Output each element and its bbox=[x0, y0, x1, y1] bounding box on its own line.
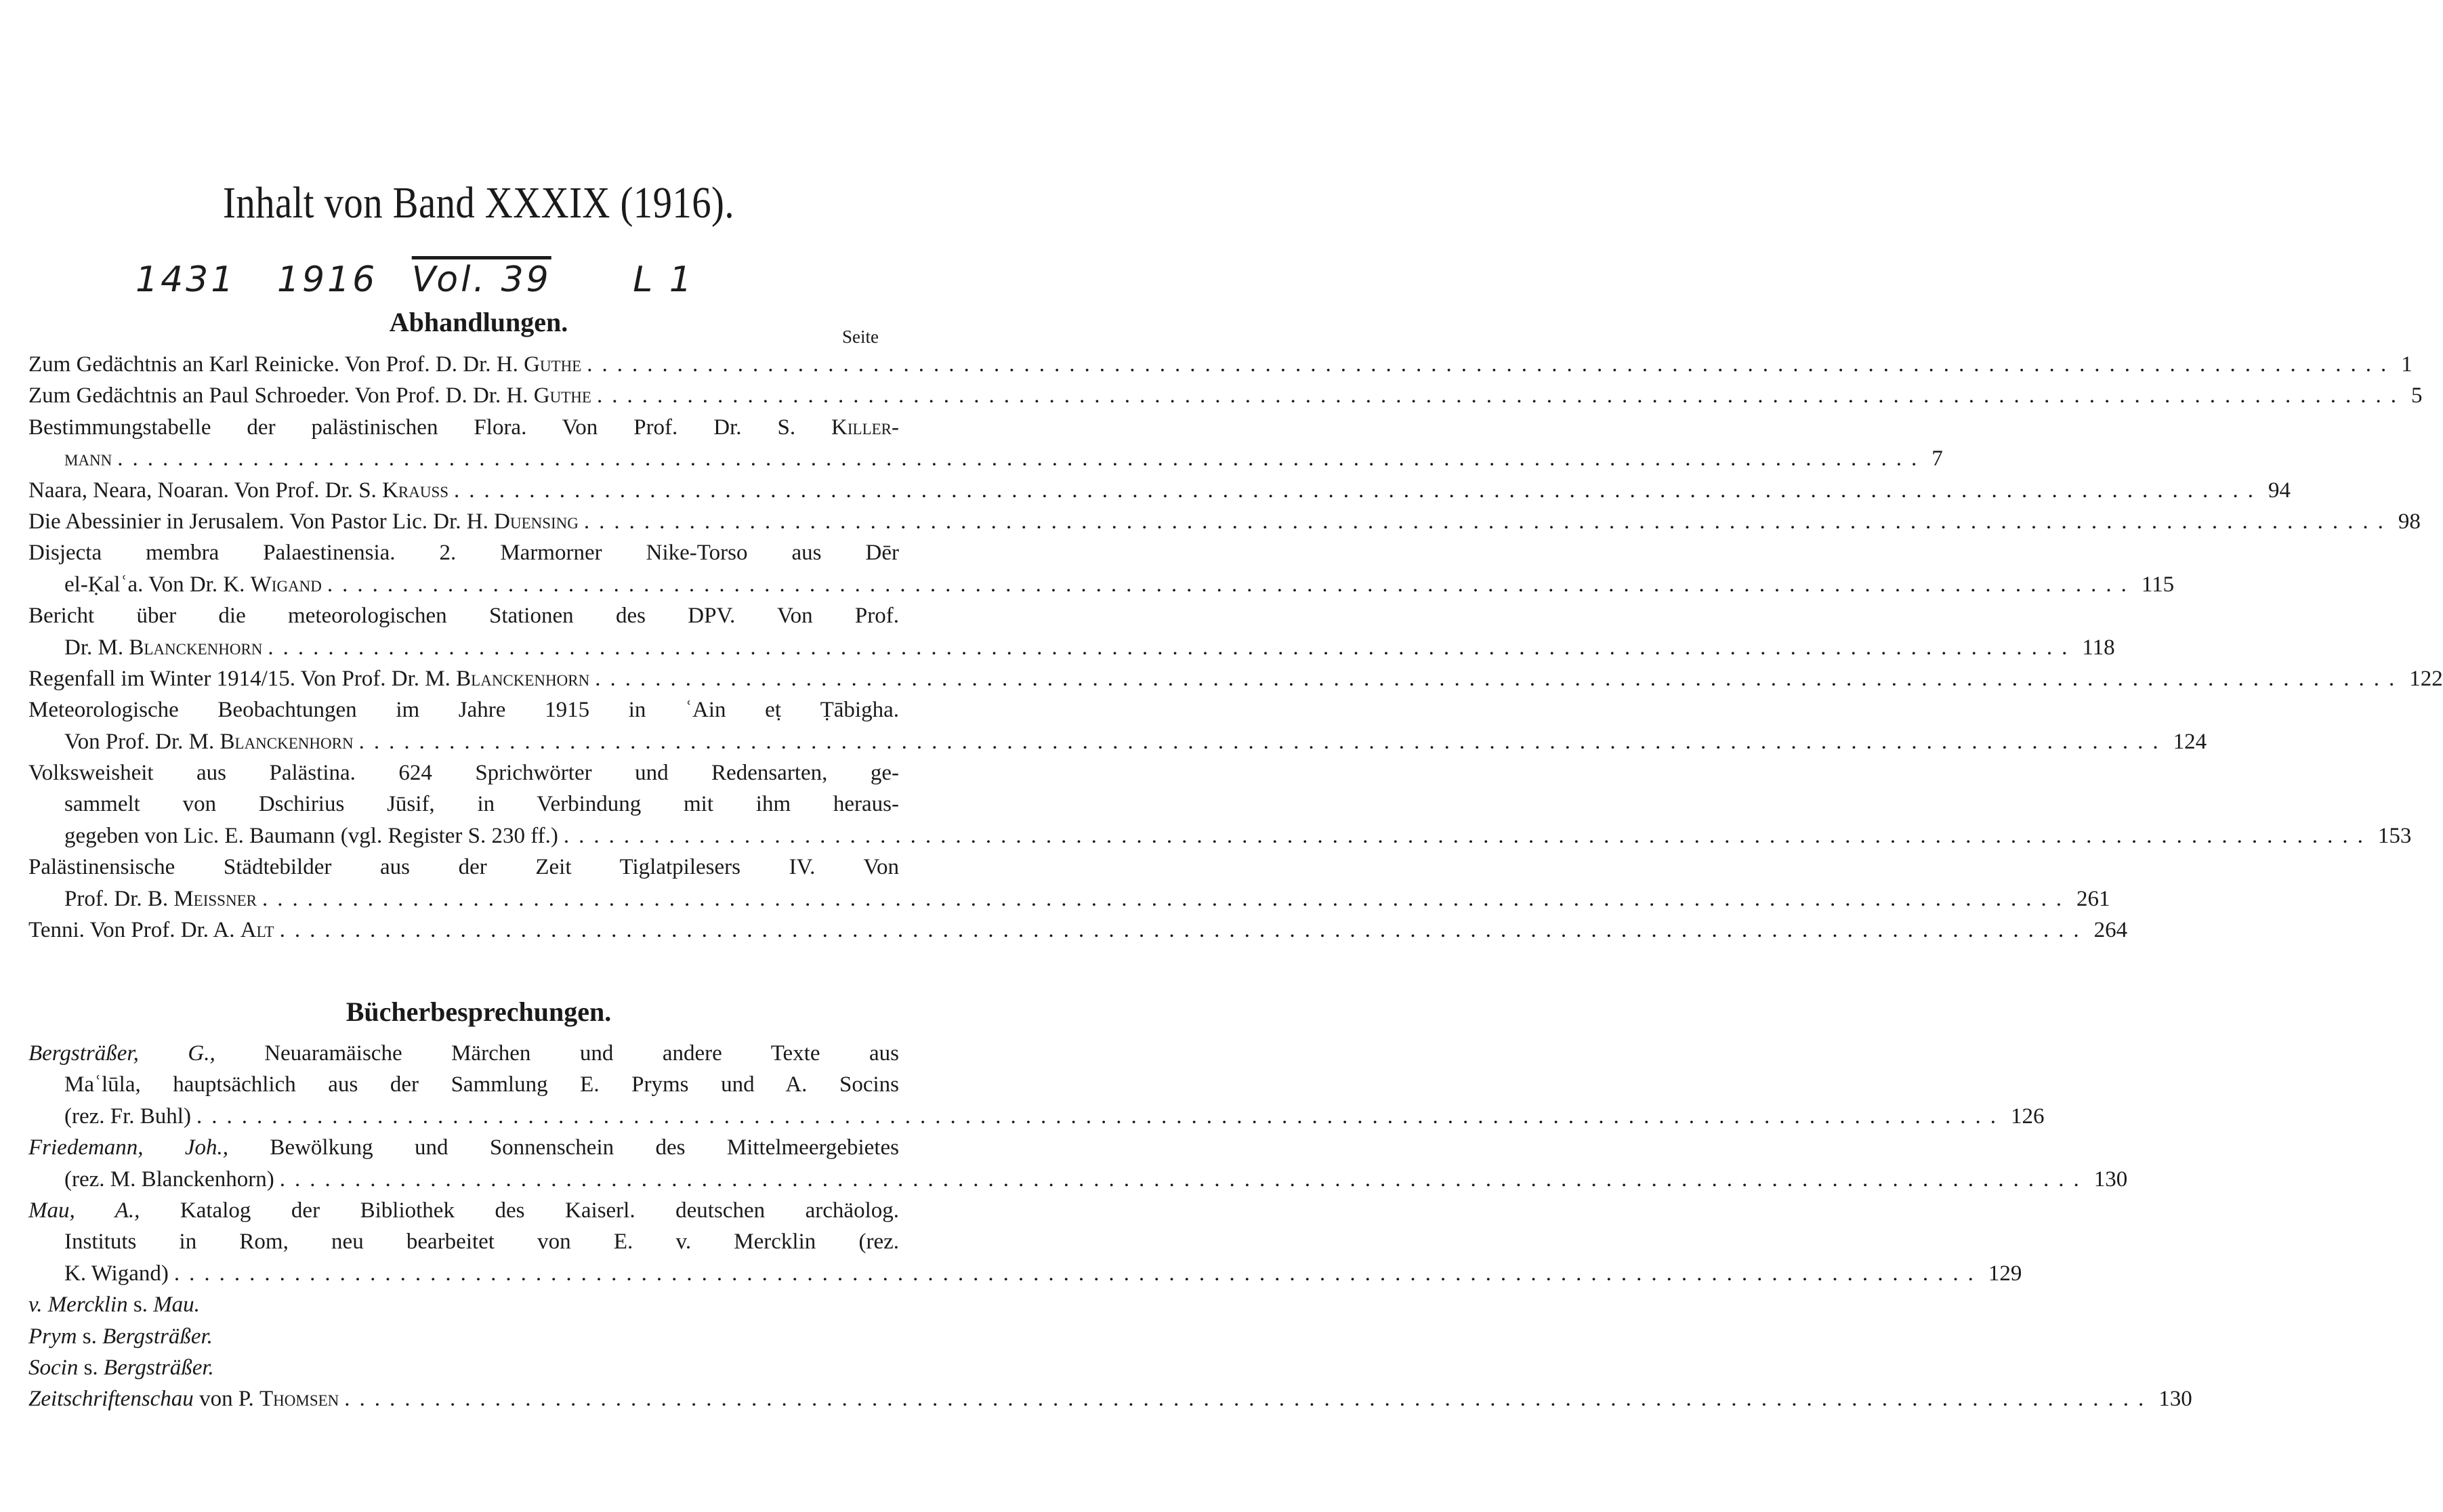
entry-title: Dr. M. bbox=[64, 635, 129, 660]
toc-line bbox=[28, 443, 1943, 474]
entry-title: Disjecta membra Palaestinensia. 2. Marmorner Nike-Torso aus Dēr bbox=[28, 541, 899, 566]
page-number: 98 bbox=[2398, 509, 2421, 534]
entry-text bbox=[64, 1258, 169, 1289]
entry-title: (rez. M. Blanckenhorn) bbox=[64, 1167, 274, 1192]
entry-title: Instituts in Rom, neu bearbeitet von E. v. Mercklin (rez. bbox=[64, 1230, 899, 1255]
toc-entry bbox=[28, 475, 2291, 506]
page-number: 261 bbox=[2076, 886, 2110, 911]
entry-title: sammelt von Dschirius Jūsif, in Verbindung mit ihm heraus- bbox=[64, 792, 899, 817]
entry-text bbox=[28, 380, 591, 411]
buecherbesprechungen-list bbox=[28, 1038, 2192, 1415]
entry-author: Killer- bbox=[831, 415, 899, 440]
dot-leader: ........................................................................................................................ bbox=[358, 729, 2168, 754]
toc-entry bbox=[28, 1132, 2128, 1195]
toc-line bbox=[28, 663, 2443, 694]
page-number: 1 bbox=[2401, 352, 2413, 377]
entry-text bbox=[28, 541, 899, 565]
reviewed-author: Friedemann, Joh., bbox=[28, 1135, 229, 1160]
entry-text bbox=[64, 632, 262, 663]
toc-line bbox=[28, 506, 2421, 537]
toc-entry bbox=[28, 1321, 899, 1352]
entry-author: Thomsen bbox=[259, 1387, 339, 1412]
page-number: 130 bbox=[2158, 1387, 2192, 1412]
entry-author: Guthe bbox=[524, 352, 582, 377]
entry-title: s. bbox=[127, 1293, 154, 1318]
shelfmark-number: 1431 bbox=[135, 259, 236, 300]
toc-line bbox=[28, 1258, 2022, 1289]
toc-line bbox=[28, 1101, 2045, 1132]
page-number: 264 bbox=[2093, 918, 2128, 943]
dot-leader: ........................................................................................................................ bbox=[268, 635, 2077, 660]
toc-line bbox=[28, 475, 2291, 506]
reviewed-author: Mau, A., bbox=[28, 1198, 140, 1223]
entry-text bbox=[28, 415, 899, 440]
page-number: 118 bbox=[2082, 635, 2115, 660]
reviewed-author: Zeitschriftenschau bbox=[28, 1387, 194, 1412]
toc-line bbox=[28, 632, 2115, 663]
cross-reference: Bergsträßer. bbox=[102, 1324, 213, 1349]
entry-title: Zum Gedächtnis an Karl Reinicke. Von Prof. D. Dr. H. bbox=[28, 352, 524, 377]
toc-entry bbox=[28, 600, 2115, 663]
entry-text bbox=[28, 1198, 899, 1223]
dot-leader: ........................................................................................................................ bbox=[279, 1167, 2089, 1192]
entry-author: Wigand bbox=[250, 572, 322, 597]
toc-entry bbox=[28, 1352, 899, 1383]
entry-text bbox=[64, 443, 112, 474]
entry-text bbox=[28, 349, 581, 380]
dot-leader: ........................................................................................................................ bbox=[587, 352, 2396, 377]
toc-entry bbox=[28, 915, 2128, 946]
entry-title: el-Ḳalʿa. Von Dr. K. bbox=[64, 572, 251, 597]
toc-line bbox=[28, 1132, 899, 1163]
page-title: Inhalt von Band XXXIX (1916). bbox=[223, 178, 734, 228]
toc-line bbox=[28, 1289, 899, 1320]
entry-title: Katalog der Bibliothek des Kaiserl. deutschen archäolog. bbox=[140, 1198, 899, 1223]
toc-entry bbox=[28, 537, 2175, 600]
entry-title: Volksweisheit aus Palästina. 624 Sprichwörter und Redensarten, ge- bbox=[28, 761, 899, 786]
shelfmark-volume: Vol. 39 bbox=[411, 259, 551, 300]
entry-title: Palästinensische Städtebilder aus der Zeit Tiglatpilesers IV. Von bbox=[28, 855, 899, 880]
toc-entry bbox=[28, 757, 2412, 852]
toc-line bbox=[28, 789, 899, 820]
entry-text bbox=[64, 1230, 899, 1254]
entry-author: mann bbox=[64, 446, 112, 471]
dot-leader: ........................................................................................................................ bbox=[596, 383, 2406, 408]
toc-line bbox=[28, 537, 899, 568]
entry-title: Die Abessinier in Jerusalem. Von Pastor Lic. Dr. H. bbox=[28, 509, 495, 534]
toc-line bbox=[28, 852, 899, 883]
dot-leader: ........................................................................................................................ bbox=[196, 1104, 2005, 1129]
handwritten-shelfmark bbox=[135, 259, 847, 300]
entry-text bbox=[64, 820, 558, 852]
entry-title: s. bbox=[77, 1324, 103, 1349]
entry-text bbox=[28, 475, 448, 506]
dot-leader: ........................................................................................................................ bbox=[117, 446, 1927, 471]
page-number: 126 bbox=[2010, 1104, 2045, 1129]
entry-text bbox=[28, 1135, 899, 1160]
entry-author: Alt bbox=[240, 918, 274, 943]
page-number: 124 bbox=[2173, 729, 2207, 754]
toc-line bbox=[28, 1352, 899, 1383]
entry-title: Meteorologische Beobachtungen im Jahre 1915 in ʿAin eṭ Ṭābigha. bbox=[28, 698, 899, 723]
entry-title: Tenni. Von Prof. Dr. A. bbox=[28, 918, 241, 943]
toc-line bbox=[28, 1383, 2192, 1414]
entry-text bbox=[28, 1041, 899, 1066]
page-number: 115 bbox=[2141, 572, 2175, 597]
reviewed-author: Bergsträßer, G., bbox=[28, 1041, 215, 1066]
toc-entry bbox=[28, 663, 2443, 694]
entry-text bbox=[64, 1101, 191, 1132]
toc-entry bbox=[28, 694, 2207, 757]
entry-author: Duensing bbox=[494, 509, 579, 534]
page-number: 130 bbox=[2093, 1167, 2128, 1192]
entry-text bbox=[28, 1356, 214, 1380]
toc-line bbox=[28, 1321, 899, 1352]
toc-line bbox=[28, 694, 899, 726]
entry-text bbox=[28, 915, 274, 946]
entry-title: Bericht über die meteorologischen Stationen des DPV. Von Prof. bbox=[28, 604, 899, 629]
entry-title: gegeben von Lic. E. Baumann (vgl. Register S. 230 ff.) bbox=[64, 823, 558, 848]
toc-line bbox=[28, 820, 2412, 852]
entry-author: Blanckenhorn bbox=[129, 635, 263, 660]
entry-title: Naara, Neara, Noaran. Von Prof. Dr. S. bbox=[28, 478, 383, 503]
section-heading-abhandlungen: Abhandlungen. bbox=[389, 307, 568, 337]
toc-line bbox=[28, 1195, 899, 1226]
toc-entry bbox=[28, 380, 2423, 411]
dot-leader: ........................................................................................................................ bbox=[327, 572, 2136, 597]
cross-reference: Mau. bbox=[153, 1293, 200, 1318]
reviewed-author: Socin bbox=[28, 1355, 79, 1380]
entry-author: Blanckenhorn bbox=[456, 666, 590, 691]
entry-text bbox=[28, 855, 899, 879]
toc-line bbox=[28, 1069, 899, 1100]
entry-title: von P. bbox=[193, 1387, 260, 1412]
toc-entry bbox=[28, 1383, 2192, 1414]
toc-line bbox=[28, 757, 899, 789]
toc-line bbox=[28, 726, 2207, 757]
entry-text bbox=[64, 569, 322, 600]
abhandlungen-list bbox=[28, 349, 2443, 946]
dot-leader: ........................................................................................................................ bbox=[344, 1387, 2154, 1412]
cross-reference: Bergsträßer. bbox=[103, 1355, 214, 1380]
entry-title: Prof. Dr. B. bbox=[64, 886, 174, 911]
toc-line bbox=[28, 1226, 899, 1257]
entry-title: Bestimmungstabelle der palästinischen Flora. Von Prof. Dr. S. bbox=[28, 415, 832, 440]
entry-text bbox=[64, 726, 354, 757]
entry-text bbox=[28, 1324, 213, 1349]
shelfmark-location: L 1 bbox=[633, 259, 694, 300]
page-number: 153 bbox=[2377, 823, 2412, 848]
dot-leader: ........................................................................................................................ bbox=[173, 1261, 1983, 1286]
toc-line bbox=[28, 915, 2128, 946]
entry-title: Bewölkung und Sonnenschein des Mittelmeergebietes bbox=[228, 1135, 899, 1160]
page-number: 94 bbox=[2268, 478, 2291, 503]
entry-text bbox=[28, 506, 579, 537]
entry-title: (rez. Fr. Buhl) bbox=[64, 1104, 191, 1129]
page-column-label: Seite bbox=[842, 327, 879, 347]
toc-entry bbox=[28, 412, 1943, 475]
page-number: 122 bbox=[2409, 666, 2443, 691]
toc-line bbox=[28, 412, 899, 443]
toc-entry bbox=[28, 1289, 899, 1320]
toc-line bbox=[28, 1038, 899, 1069]
section-heading-buecherbesprechungen: Bücherbesprechungen. bbox=[346, 996, 612, 1027]
toc-entry bbox=[28, 1195, 2022, 1289]
entry-title: s. bbox=[78, 1355, 104, 1380]
dot-leader: ........................................................................................................................ bbox=[454, 478, 2263, 503]
shelfmark-year: 1916 bbox=[276, 259, 378, 300]
toc-line bbox=[28, 569, 2175, 600]
toc-line bbox=[28, 1164, 2128, 1195]
entry-text bbox=[28, 1383, 339, 1414]
dot-leader: ........................................................................................................................ bbox=[262, 886, 2071, 911]
entry-author: Krauss bbox=[382, 478, 449, 503]
entry-title: Zum Gedächtnis an Paul Schroeder. Von Prof. D. Dr. H. bbox=[28, 383, 534, 408]
entry-text bbox=[64, 792, 899, 816]
entry-author: Guthe bbox=[533, 383, 591, 408]
page-number: 7 bbox=[1932, 446, 1943, 471]
toc-entry bbox=[28, 1038, 2045, 1132]
dot-leader: ........................................................................................................................ bbox=[595, 666, 2404, 691]
entry-title: Regenfall im Winter 1914/15. Von Prof. Dr. M. bbox=[28, 666, 457, 691]
reviewed-author: Prym bbox=[28, 1324, 77, 1349]
toc-line bbox=[28, 349, 2413, 380]
entry-text bbox=[28, 604, 899, 628]
entry-text bbox=[64, 1072, 899, 1097]
entry-title: K. Wigand) bbox=[64, 1261, 169, 1286]
entry-text bbox=[28, 1293, 200, 1317]
toc-line bbox=[28, 883, 2110, 915]
entry-title: Maʿlūla, hauptsächlich aus der Sammlung E. Pryms und A. Socins bbox=[64, 1072, 899, 1097]
entry-title: Von Prof. Dr. M. bbox=[64, 729, 220, 754]
entry-title: Neuaramäische Märchen und andere Texte aus bbox=[215, 1041, 899, 1066]
reviewed-author: v. Mercklin bbox=[28, 1293, 128, 1318]
toc-line bbox=[28, 380, 2423, 411]
entry-author: Blanckenhorn bbox=[220, 729, 354, 754]
entry-text bbox=[28, 698, 899, 722]
page-number: 5 bbox=[2410, 383, 2423, 408]
toc-entry bbox=[28, 852, 2110, 915]
dot-leader: ........................................................................................................................ bbox=[583, 509, 2393, 534]
entry-author: Meissner bbox=[173, 886, 257, 911]
entry-text bbox=[64, 1164, 274, 1195]
toc-entry bbox=[28, 506, 2421, 537]
toc-line bbox=[28, 600, 899, 631]
toc-entry bbox=[28, 349, 2413, 380]
page-number: 129 bbox=[1988, 1261, 2022, 1286]
dot-leader: ........................................................................................................................ bbox=[279, 918, 2089, 943]
dot-leader: ........................................................................................................................ bbox=[563, 823, 2373, 848]
entry-text bbox=[64, 883, 257, 915]
entry-text bbox=[28, 663, 589, 694]
entry-text bbox=[28, 761, 899, 785]
